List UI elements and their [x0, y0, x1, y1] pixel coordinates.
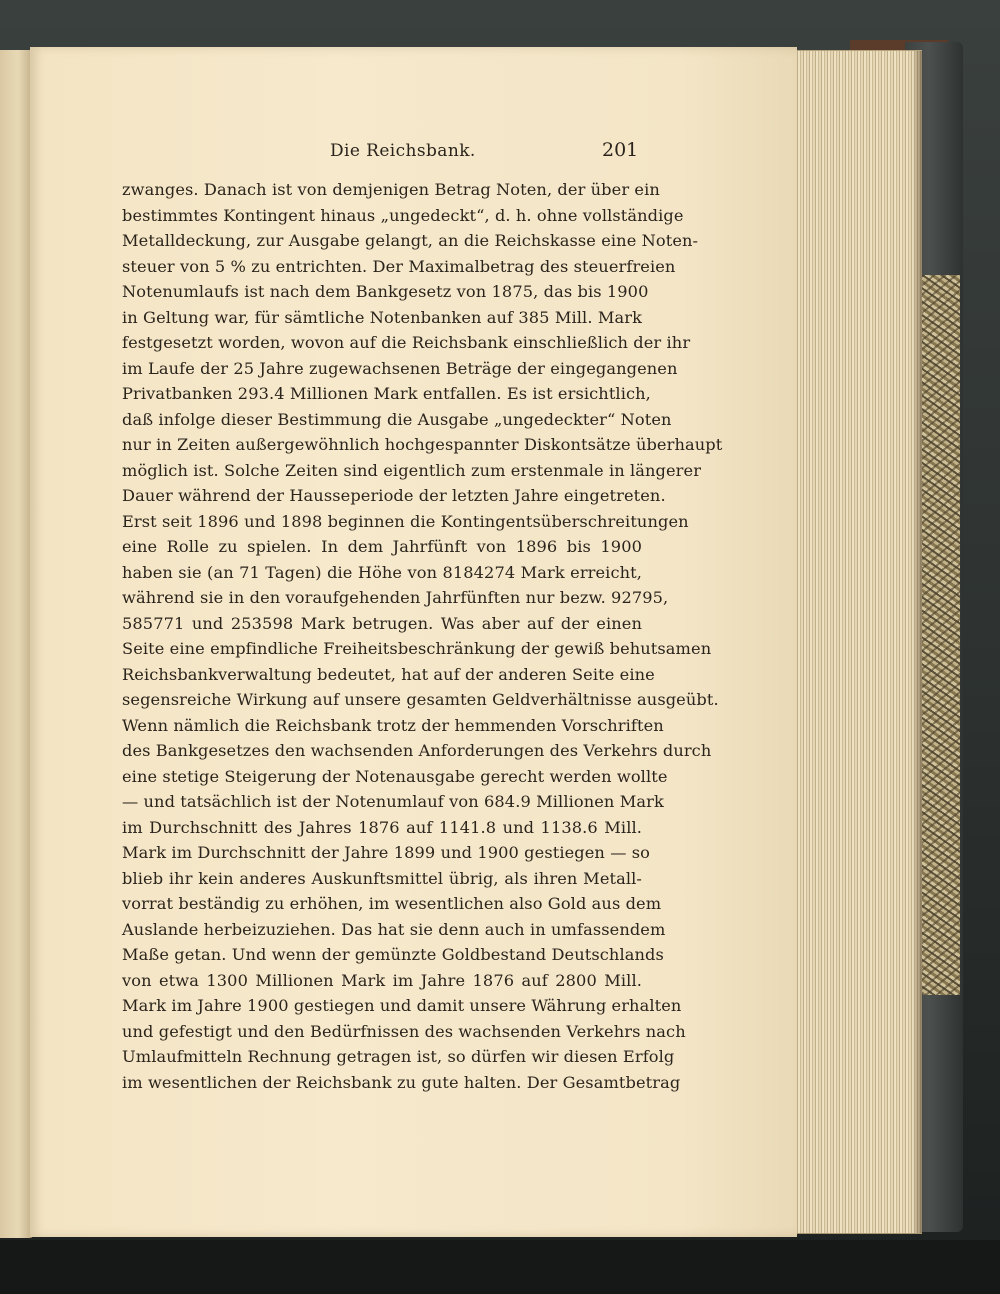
- text-line: haben sie (an 71 Tagen) die Höhe von 8184274 Mark erreicht,: [122, 562, 642, 582]
- text-line: von etwa 1300 Millionen Mark im Jahre 1876 auf 2800 Mill.: [122, 970, 642, 990]
- left-page-edge: [0, 50, 32, 1238]
- text-line: Reichsbankverwaltung bedeutet, hat auf der anderen Seite eine: [122, 664, 655, 684]
- text-line: möglich ist. Solche Zeiten sind eigentlich zum erstenmale in längerer: [122, 460, 702, 480]
- text-line: festgesetzt worden, wovon auf die Reichsbank einschließlich der ihr: [122, 333, 691, 352]
- text-line: eine stetige Steigerung der Notenausgabe gerecht werden wollte: [122, 766, 668, 786]
- table-shadow: [0, 1240, 1000, 1294]
- text-line: vorrat beständig zu erhöhen, im wesentlichen also Gold aus dem: [122, 894, 662, 913]
- text-line: im Laufe der 25 Jahre zugewachsenen Beträge der eingegangenen: [122, 358, 678, 378]
- text-line: Mark im Jahre 1900 gestiegen und damit unsere Währung erhalten: [122, 996, 682, 1015]
- text-line: zwanges. Danach ist von demjenigen Betrag Noten, der über ein: [122, 180, 660, 199]
- text-line: Maße getan. Und wenn der gemünzte Goldbestand Deutschlands: [122, 945, 664, 964]
- text-line: 585771 und 253598 Mark betrugen. Was aber auf der einen: [122, 613, 642, 633]
- text-line: und gefestigt und den Bedürfnissen des wachsenden Verkehrs nach: [122, 1021, 686, 1041]
- text-line: Privatbanken 293.4 Millionen Mark entfallen. Es ist ersichtlich,: [122, 384, 651, 403]
- text-line: Erst seit 1896 und 1898 beginnen die Kontingentsüberschreitungen: [122, 511, 689, 531]
- running-head: [30, 141, 797, 165]
- text-line: in Geltung war, für sämtliche Notenbanken auf 385 Mill. Mark: [122, 307, 642, 327]
- text-line: im Durchschnitt des Jahres 1876 auf 1141.8 und 1138.6 Mill.: [122, 817, 642, 837]
- text-line: des Bankgesetzes den wachsenden Anforderungen des Verkehrs durch: [122, 741, 712, 760]
- text-line: eine Rolle zu spielen. In dem Jahrfünft von 1896 bis 1900: [122, 537, 642, 556]
- running-title: Die Reichsbank.: [330, 141, 476, 161]
- text-line: im wesentlichen der Reichsbank zu gute halten. Der Gesamtbetrag: [122, 1072, 681, 1092]
- page-edges-stack: [792, 50, 922, 1234]
- page-number: 201: [602, 139, 639, 161]
- text-line: Wenn nämlich die Reichsbank trotz der hemmenden Vorschriften: [122, 715, 664, 735]
- text-line: Auslande herbeizuziehen. Das hat sie denn auch in umfassendem: [122, 919, 666, 939]
- text-line: segensreiche Wirkung auf unsere gesamten Geldverhältnisse ausgeübt.: [122, 690, 719, 709]
- text-line: Notenumlaufs ist nach dem Bankgesetz von 1875, das bis 1900: [122, 282, 649, 301]
- text-line: Dauer während der Hausseperiode der letzten Jahre eingetreten.: [122, 486, 666, 505]
- text-line: während sie in den voraufgehenden Jahrfünften nur bezw. 92795,: [122, 588, 669, 607]
- marbled-cover-paper: [922, 275, 960, 995]
- text-line: blieb ihr kein anderes Auskunftsmittel übrig, als ihren Metall-: [122, 868, 642, 888]
- body-text: [122, 177, 723, 1095]
- text-line: nur in Zeiten außergewöhnlich hochgespannter Diskontsätze überhaupt: [122, 435, 723, 454]
- text-line: Umlaufmitteln Rechnung getragen ist, so dürfen wir diesen Erfolg: [122, 1047, 675, 1066]
- text-line: Seite eine empfindliche Freiheitsbeschränkung der gewiß behutsamen: [122, 639, 712, 658]
- text-line: steuer von 5 % zu entrichten. Der Maximalbetrag des steuerfreien: [122, 256, 676, 276]
- text-line: bestimmtes Kontingent hinaus „ungedeckt“, d. h. ohne vollständige: [122, 205, 684, 225]
- book-page: [30, 47, 797, 1237]
- text-line: Metalldeckung, zur Ausgabe gelangt, an die Reichskasse eine Noten-: [122, 231, 699, 250]
- text-line: Mark im Durchschnitt der Jahre 1899 und 1900 gestiegen — so: [122, 843, 650, 862]
- text-line: daß infolge dieser Bestimmung die Ausgabe „ungedeckter“ Noten: [122, 409, 672, 429]
- text-line: — und tatsächlich ist der Notenumlauf von 684.9 Millionen Mark: [122, 792, 664, 811]
